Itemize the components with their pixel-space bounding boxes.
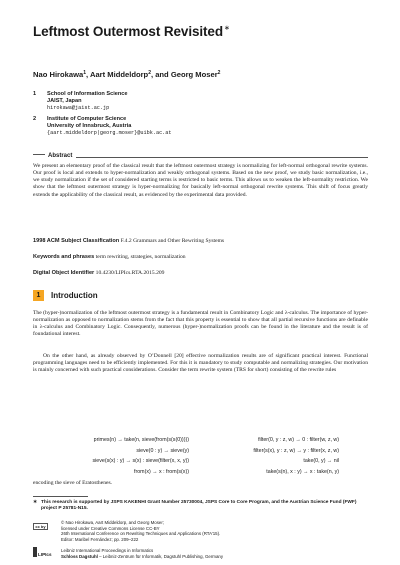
license-line: Editor: Maribel Fernández; pp. 209–222 <box>61 536 139 542</box>
intro-paragraph-1: The (hyper-)normalization of the leftmost outermost strategy is a fundamental result in Combinatory Logic and λ-calculus. The importance of hyper-normalization as opposed to normalization stems from the fact that this property is essential to show that all partial recursive functions are definable in λ-calculus and Combinatory Logic. Consequently, numerous (hyper-)normalization proofs can be found in the literature and the result is of foundational interest. <box>33 310 368 338</box>
classification-label: 1998 ACM Subject Classification <box>33 238 120 244</box>
license-line: © Nao Hirokawa, Aart Middeldorp, and Georg Moser; <box>61 520 165 525</box>
affiliation-line: University of Innsbruck, Austria <box>47 123 132 129</box>
author-separator: , and <box>150 70 171 79</box>
publisher-block <box>61 548 223 559</box>
author-affil-mark: 2 <box>148 70 151 76</box>
author-name: Nao Hirokawa <box>33 70 84 79</box>
rewrite-rule: sieve(0 : y) → sieve(y) <box>136 447 189 454</box>
license-block <box>61 520 220 542</box>
affiliation-email[interactable]: {aart.middeldorp|georg.moser}@uibk.ac.at <box>47 130 172 136</box>
title-footnote-mark: ∗ <box>223 25 230 32</box>
rewrite-rule: take(0, y) → nil <box>303 458 339 465</box>
paper-title <box>33 24 230 39</box>
doi <box>33 270 368 277</box>
classification-text: F.4.2 Grammars and Other Rewriting Systems <box>120 238 225 244</box>
publisher-name: Schloss Dagstuhl <box>61 553 98 559</box>
logo-bar <box>33 547 37 557</box>
abstract-text: We present an elementary proof of the classical result that the leftmost outermost strategy is normalizing for left-normal orthogonal rewrite systems. Our proof is local and extends to hyper-normalization and weakly orthogonal systems. Based on the new proof, we study basic normalization, i.e., we study normalization if the set of considered starting terms is restricted to basic terms. This allows us to weaken the left-normality restriction. We show that the leftmost outermost strategy is hyper-normalizing for basically left-normal orthogonal rewrite systems. This shift of focus greatly extends the applicability of the classical result, as evidenced by the experimental data provided. <box>33 163 368 198</box>
footnote-text: This research is supported by JSPS KAKENHI Grant Number 25730004, JSPS Core to Core Program, and the Austrian Science Fund (FWF) project P 25781-N15. <box>41 500 357 511</box>
rules-right-column <box>209 435 339 477</box>
intro-paragraph-2: On the other hand, as already observed by O’Donnell [20] effective normalization results are of significant practical interest. Functional programming languages need to be efficiently implemented. For this it is mandatory to study computable and normalizing strategies. Our motivation is mainly concerned with such practical considerations. Consider the term rewrite system (TRS for short) consisting of the rewrite rules <box>33 353 368 374</box>
abstract-heading-text: Abstract <box>48 153 73 159</box>
author-name: Georg Moser <box>170 70 218 79</box>
license-line: licensed under Creative Commons License CC-BY <box>61 525 160 531</box>
rewrite-rule: sieve(s(x) : y) → s(x) : sieve(filter(x, x, y)) <box>92 458 189 465</box>
publisher-rest: – Leibniz-Zentrum für Informatik, Dagstuhl Publishing, Germany <box>97 553 224 559</box>
footnote <box>33 500 368 512</box>
logo-text: LIPIcs <box>38 552 52 557</box>
license-line: 26th International Conference on Rewriting Techniques and Applications (RTA’15). <box>61 531 221 536</box>
footnote-rule <box>33 496 88 497</box>
section-title: Introduction <box>51 291 98 300</box>
abstract-rule <box>33 157 368 158</box>
publisher-line: Leibniz International Proceedings in Informatics <box>61 548 154 553</box>
doi-label: Digital Object Identifier <box>33 270 95 276</box>
acm-classification <box>33 238 368 245</box>
cc-license-badge[interactable]: cc by <box>33 523 48 530</box>
author-separator: , <box>86 70 90 79</box>
abstract-heading <box>33 153 76 159</box>
affiliation-number: 1 <box>33 91 37 97</box>
author-affil-mark: 1 <box>83 70 87 76</box>
affiliation-email[interactable]: hirokawa@jaist.ac.jp <box>47 105 110 111</box>
footnote-mark: ∗ <box>33 500 38 505</box>
rewrite-rule: filter(s(x), y : z, w) → y : filter(x, z, w) <box>253 447 339 454</box>
heading-dash <box>33 154 45 155</box>
rewrite-rule: primes(n) → take(n, sieve(from(s(s(0))))) <box>93 437 189 443</box>
affiliation-line: JAIST, Japan <box>47 98 82 104</box>
keywords <box>33 254 368 261</box>
affiliation-line: Institute of Computer Science <box>47 116 127 122</box>
author-list <box>33 70 220 79</box>
section-number-badge: 1 <box>33 290 44 301</box>
keywords-label: Keywords and phrases <box>33 254 95 260</box>
rules-continuation: encoding the sieve of Eratosthenes. <box>33 480 113 486</box>
affiliation-line: School of Information Science <box>47 91 128 97</box>
author-name: Aart Middeldorp <box>89 70 149 79</box>
lipics-logo <box>33 547 55 557</box>
rewrite-rule: take(s(n), x : y) → x : take(n, y) <box>266 468 339 475</box>
keywords-text: term rewriting, strategies, normalization <box>95 254 186 260</box>
rewrite-rule: filter(0, y : z, w) → 0 : filter(w, z, w) <box>258 437 339 443</box>
publisher-line <box>61 554 223 560</box>
rewrite-rule: from(x) → x : from(s(x)) <box>133 468 189 475</box>
doi-text[interactable]: 10.4230/LIPIcs.RTA.2015.209 <box>95 270 165 276</box>
title-text: Leftmost Outermost Revisited <box>33 24 223 39</box>
rules-left-column <box>59 435 189 477</box>
author-affil-mark: 2 <box>217 70 221 76</box>
affiliation-number: 2 <box>33 116 37 122</box>
